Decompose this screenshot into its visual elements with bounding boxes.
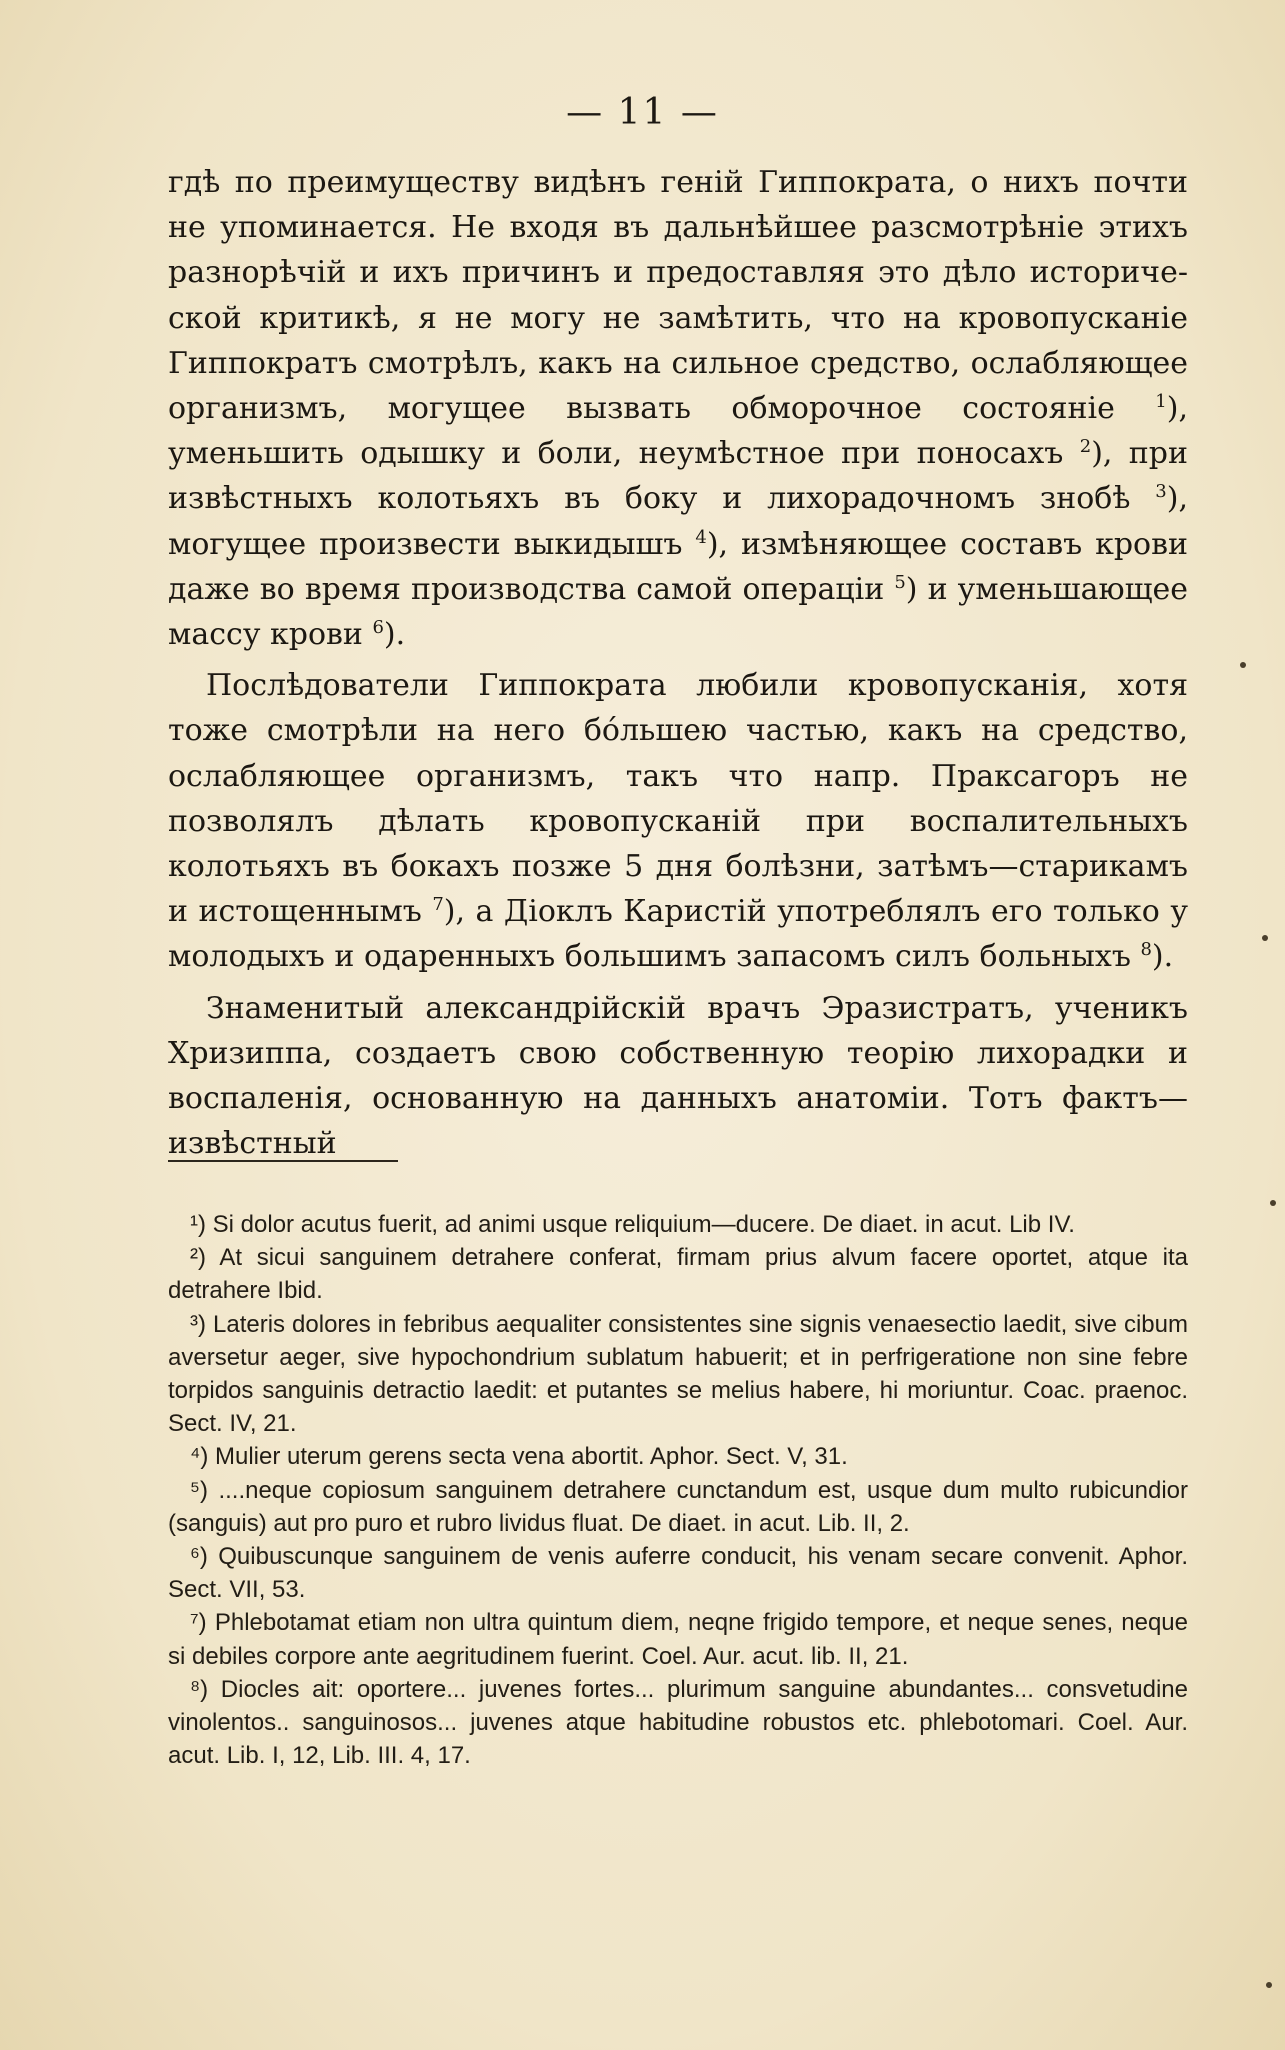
paragraph-text: ), а Дiоклъ Каристiй употреблялъ его только у молодыхъ и одаренныхъ большимъ запасомъ силъ больныхъ (168, 894, 1188, 975)
paragraph-text: Знаменитый александрiйскiй врачъ Эразистратъ, ученикъ Хризиппа, создаетъ свою собственную теорiю лихорадки и воспаленiя, основанную на данныхъ анатомiи. Тотъ фактъ—извѣстный (168, 990, 1188, 1162)
footnote-ref: 4 (695, 526, 707, 548)
footnote-mark: ⁶) (190, 1543, 208, 1571)
paragraph-text: ). (383, 617, 406, 653)
footnote-text: At sicui sanguinem detrahere conferat, firmam prius alvum facere oportet, atque ita detrahere Ibid. (168, 1244, 1189, 1305)
footnote-ref: 7 (432, 894, 444, 916)
footnote-text: Si dolor acutus fuerit, ad animi usque reliquium—ducere. De diaet. in acut. Lib IV. (212, 1211, 1075, 1238)
footnote-4 (168, 1440, 1188, 1473)
main-text (168, 160, 1188, 1166)
footnote-mark: ¹) (190, 1211, 206, 1238)
paragraph-text: ), уменьшить одышку и боли, неумѣстное при поносахъ (168, 391, 1188, 472)
footnote-text: Phlebotamat etiam non ultra quintum diem, neqne frigido temporе, et neque senes, neque si debiles corpore ante aegritudinem fuerint. Coel. Aur. acut. lib. II, 21. (168, 1609, 1189, 1670)
paragraph-text: ), при извѣстныхъ колотьяхъ въ боку и лихорадочномъ знобѣ (168, 436, 1188, 517)
ink-speck (1240, 662, 1246, 668)
footnote-3 (168, 1308, 1188, 1441)
footnote-2 (168, 1241, 1188, 1307)
paragraph-3 (168, 986, 1188, 1167)
footnote-mark: ⁵) (190, 1476, 208, 1504)
footnote-5 (168, 1474, 1188, 1540)
footnote-divider (168, 1160, 398, 1162)
footnote-mark: ⁴) (190, 1443, 209, 1471)
footnote-7 (168, 1606, 1188, 1672)
footnote-text: Quibuscunque sanguinem de venis auferre conducit, his venam secare convenit. Aphor. Sect. VII, 53. (168, 1543, 1188, 1604)
paragraph-text: ), измѣняющее составъ крови даже во время производства самой операцiи (168, 526, 1188, 607)
ink-speck (1262, 935, 1268, 941)
footnote-ref: 1 (1155, 391, 1167, 413)
footnote-8 (168, 1673, 1188, 1773)
ink-speck (1270, 1200, 1276, 1206)
footnote-mark: ²) (190, 1244, 206, 1272)
paragraph-1 (168, 160, 1188, 657)
footnote-ref: 6 (372, 617, 384, 639)
footnote-1 (168, 1208, 1188, 1241)
footnote-mark: ⁷) (190, 1609, 207, 1637)
footnote-ref: 5 (894, 571, 906, 593)
paragraph-text: гдѣ по преимуществу видѣнъ генiй Гиппократа, о нихъ почти не упоминается. Не входя въ дальнѣйшее разсмотрѣнiе этихъ разнорѣчiй и ихъ причинъ и предоставляя это дѣло исторической критикѣ, я не могу не замѣтить, что на кровопусканiе Гиппократъ смотрѣлъ, какъ на сильное средство, ослабляющее организмъ, могущее вызвать обморочное состоянiе (168, 165, 1188, 427)
paragraph-2 (168, 663, 1188, 979)
paragraph-text: ) и уменьшающее массу крови (168, 571, 1188, 653)
ink-speck (1266, 1982, 1272, 1988)
footnote-ref: 8 (1140, 939, 1152, 961)
footnote-6 (168, 1540, 1188, 1606)
footnote-text: Lateris dolores in febribus aequaliter consistentes sine signis venaesectio laedit, sive cibum aversetur aeger, sive hypochondrium sublatum habuerit; et in perfrigeratione non sine febre torpidos sanguinis detractio laedit: et putantes se melius habere, hi moriuntur. Coac. praenoc. Sect. IV, 21. (168, 1310, 1188, 1438)
paragraph-text: Послѣдователи Гиппократа любили кровопусканiя, хотя тоже смотрѣли на него бóльшею частью, какъ на средство, ослабляющее организмъ, такъ что напр. Праксагоръ не позволялъ дѣлать кровопусканiй при воспалительныхъ колотьяхъ въ бокахъ позже 5 дня болѣзни, затѣмъ—старикамъ и истощеннымъ (168, 668, 1188, 930)
page-number: — 11 — (566, 92, 719, 133)
footnote-mark: ⁸) (190, 1675, 209, 1703)
footnote-ref: 2 (1079, 436, 1092, 458)
footnotes (168, 1208, 1188, 1772)
footnote-text: Diocles ait: oportere... juvenes fortes... plurimum sanguine abundantes... consvetudine vinolentos.. sanguinosos... juvenes atque habitudine robustos etc. phlebotomari. Coel. Aur. acut. Lib. I, 12, Lib. III. 4, 17. (168, 1675, 1188, 1770)
footnote-text: ....neque copiosum sanguinem detrahere cunctandum est, usque dum multo rubicundior (sanguis) aut pro puro et rubro lividus fluat. De diaet. in acut. Lib. II, 2. (168, 1476, 1188, 1537)
footnote-text: Mulier uterum gerens secta vena abortit. Aphor. Sect. V, 31. (214, 1443, 848, 1471)
paragraph-text: ). (1151, 939, 1174, 975)
footnote-mark: ³) (190, 1310, 206, 1338)
footnote-ref: 3 (1155, 481, 1167, 503)
paragraph-text: ), могущее произвести выкидышъ (168, 481, 1188, 562)
